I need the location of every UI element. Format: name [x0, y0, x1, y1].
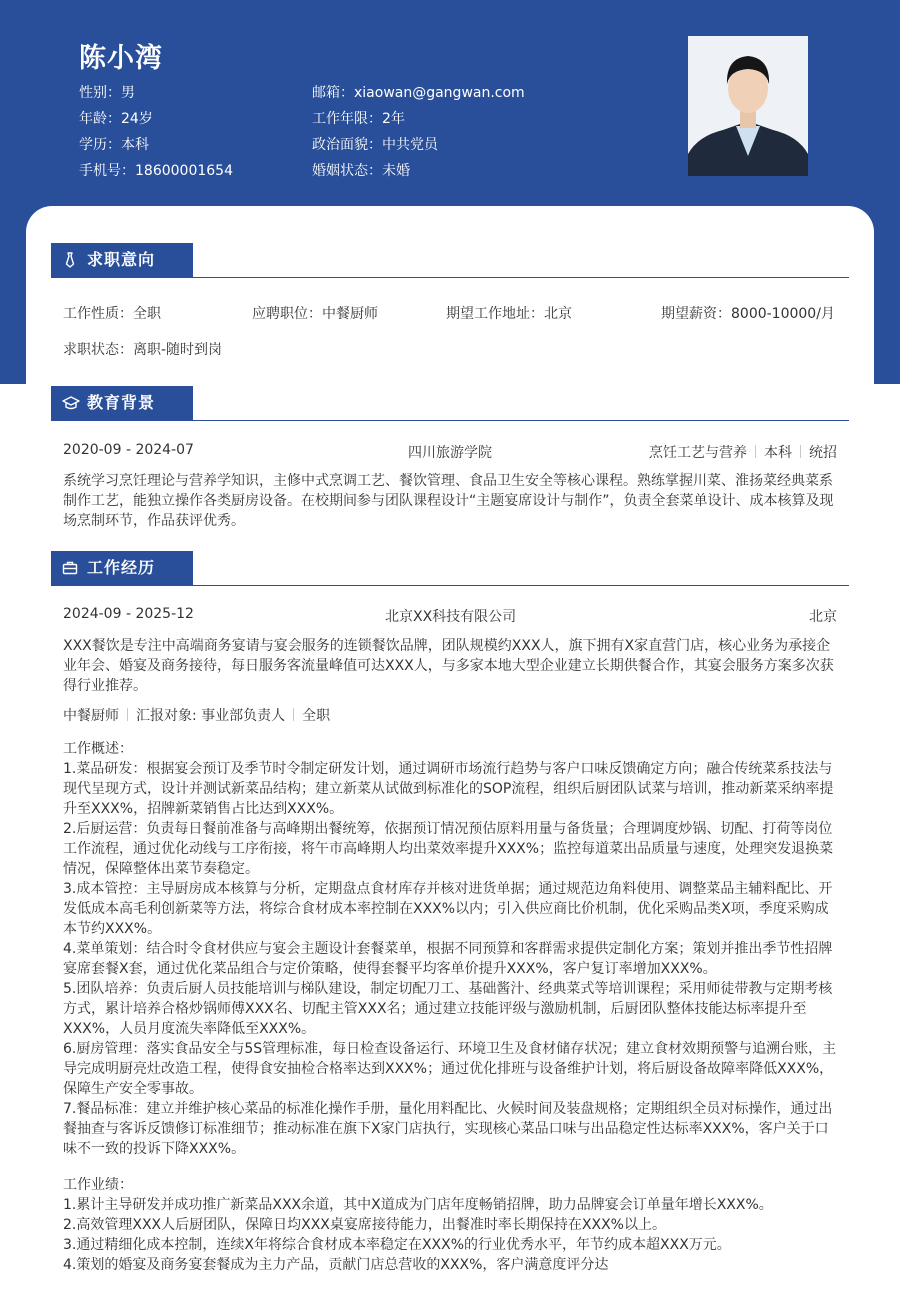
overview-line: 餐抽查与客诉反馈修订标准细节；推动标准在旗下X家门店执行，实现核心菜品口味与出品稳定性达标率XXX%，客户关于口	[63, 1121, 829, 1137]
candidate-name: 陈小湾	[79, 43, 163, 74]
work-achievements	[63, 1175, 839, 1275]
age: 年龄：24岁	[79, 111, 153, 127]
job-status	[63, 339, 222, 359]
education-level: 学历：本科	[79, 137, 149, 153]
job-salary-value: 8000-10000/月	[731, 306, 835, 322]
divider	[800, 445, 801, 458]
work-city: 北京	[809, 609, 837, 625]
email: 邮箱：xiaowan@gangwan.com	[312, 85, 525, 101]
company-name: 北京XX科技有限公司	[385, 609, 517, 625]
job-position-label: 应聘职位：	[252, 306, 322, 322]
overview-line: 4.菜单策划：结合时令食材供应与宴会主题设计套餐菜单，根据不同预算和客群需求提供定制化方案；策划并推出季节性招牌	[63, 941, 833, 957]
company-description: XXX餐饮是专注中高端商务宴请与宴会服务的连锁餐饮品牌，团队规模约XXX人，旗下拥有X家直营门店，核心业务为承接企业年会、婚宴及商务接待，每日服务客流量峰值可达XXX人，与多家本地大型企业建立长期供餐合作，其宴会服务方案多次获得行业推荐。	[63, 638, 834, 694]
study-mode: 统招	[809, 445, 837, 461]
work-overview	[63, 739, 839, 1159]
work-period: 2024-09 - 2025-12	[63, 606, 194, 622]
job-location-label: 期望工作地址：	[446, 306, 544, 322]
job-location	[446, 303, 572, 323]
achievement-line: 2.高效管理XXX人后厨团队，保障日均XXX桌宴席接待能力，出餐准时率长期保持在XXX%以上。	[63, 1217, 666, 1233]
gender: 性别：男	[79, 85, 135, 101]
job-status-label: 求职状态：	[63, 342, 133, 358]
overview-line: XXX%，人员月度流失率降低至XXX%。	[63, 1021, 316, 1037]
briefcase-icon	[62, 560, 78, 576]
section-job-intent-header	[51, 243, 849, 278]
overview-line: 升至XXX%，招牌新菜销售占比达到XXX%。	[63, 801, 344, 817]
overview-line: 情况，保障整体出菜节奏稳定。	[63, 861, 259, 877]
work-type: 全职	[302, 708, 331, 724]
role: 中餐厨师	[63, 708, 119, 724]
overview-line: 6.厨房管理：落实食品安全与5S管理标准，每日检查设备运行、环境卫生及食材储存状况；建立食材效期预警与追溯台账，主	[63, 1041, 837, 1057]
graduation-cap-icon	[62, 395, 80, 411]
job-type-label: 工作性质：	[63, 306, 133, 322]
job-position-value: 中餐厨师	[322, 306, 378, 322]
overview-line: 现代呈现方式，设计并测试新菜品结构；建立新菜从试做到标准化的SOP流程，组织后厨团队试菜与培训，推动新菜采纳率提	[63, 781, 834, 797]
overview-line: 5.团队培养：负责后厨人员技能培训与梯队建设，制定切配刀工、基础酱汁、经典菜式等培训课程；采用师徒带教与定期考核	[63, 981, 833, 997]
overview-line: 保障生产安全零事故。	[63, 1081, 203, 1097]
work-meta	[63, 705, 330, 725]
work-years: 工作年限：2年	[312, 111, 405, 127]
overview-line: 味不一致的投诉下降XXX%。	[63, 1141, 246, 1157]
section-education-header	[51, 386, 849, 421]
section-title: 教育背景	[87, 393, 156, 412]
job-salary-label: 期望薪资：	[661, 306, 731, 322]
report-to: 汇报对象: 事业部负责人	[136, 708, 286, 724]
overview-line: 本节约XXX%。	[63, 921, 162, 937]
education-meta	[649, 442, 837, 462]
section-title: 工作经历	[87, 558, 156, 577]
phone: 手机号：18600001654	[79, 163, 233, 179]
job-salary	[661, 303, 835, 323]
section-title: 求职意向	[87, 250, 156, 269]
job-type-value: 全职	[133, 306, 161, 322]
overview-line: 工作概述：	[63, 741, 133, 757]
tie-icon	[62, 252, 78, 268]
overview-line: 工作流程，通过优化动线与工序衔接，将午市高峰期人均出菜效率提升XXX%；监控每道菜出品质量与速度，处理突发退换菜	[63, 841, 834, 857]
job-location-value: 北京	[544, 306, 572, 322]
overview-line: 1.菜品研发：根据宴会预订及季节时令制定研发计划，通过调研市场流行趋势与客户口味反馈确定方向；融合传统菜系技法与	[63, 761, 833, 777]
overview-line: 2.后厨运营：负责每日餐前准备与高峰期出餐统筹，依据预订情况预估原料用量与备货量；合理调度炒锅、切配、打荷等岗位	[63, 821, 833, 837]
overview-line: 方式，累计培养合格炒锅师傅XXX名、切配主管XXX名；通过建立技能评级与激励机制，后厨团队整体技能达标率提升至	[63, 1001, 807, 1017]
divider	[293, 708, 294, 721]
major: 烹饪工艺与营养	[649, 445, 747, 461]
overview-line: 发低成本高毛利创新菜等方法，将综合食材成本率控制在XXX%以内；引入供应商比价机制，优化采购品类X项，季度采购成	[63, 901, 829, 917]
overview-line: 7.餐品标准：建立并维护核心菜品的标准化操作手册，量化用料配比、火候时间及装盘规格；定期组织全员对标操作，通过出	[63, 1101, 833, 1117]
achievement-line: 工作业绩：	[63, 1177, 133, 1193]
overview-line: 导完成明厨亮灶改造工程，使得食安抽检合格率达到XXX%；通过优化排班与设备维护计划，将后厨设备故障率降低XXX%，	[63, 1061, 834, 1077]
achievement-line: 1.累计主导研发并成功推广新菜品XXX余道，其中X道成为门店年度畅销招牌，助力品牌宴会订单量年增长XXX%。	[63, 1197, 773, 1213]
section-tab	[51, 386, 193, 420]
section-tab	[51, 243, 193, 277]
overview-line: 宴席套餐X套，通过优化菜品组合与定价策略，使得套餐平均客单价提升XXX%，客户复订率增加XXX%。	[63, 961, 717, 977]
profile-photo	[688, 36, 808, 176]
achievement-line: 4.策划的婚宴及商务宴套餐成为主力产品，贡献门店总营收的XXX%，客户满意度评分达	[63, 1257, 609, 1273]
job-position	[252, 303, 378, 323]
job-type	[63, 303, 161, 323]
achievement-line: 3.通过精细化成本控制，连续X年将综合食材成本率稳定在XXX%的行业优秀水平，年节约成本超XXX万元。	[63, 1237, 731, 1253]
school-name: 四川旅游学院	[408, 445, 492, 461]
political-status: 政治面貌：中共党员	[312, 137, 438, 153]
section-work-header	[51, 551, 849, 586]
section-tab	[51, 551, 193, 585]
marital-status: 婚姻状态：未婚	[312, 163, 410, 179]
divider	[755, 445, 756, 458]
job-status-value: 离职-随时到岗	[133, 342, 223, 358]
portrait-image	[688, 36, 808, 176]
education-description: 系统学习烹饪理论与营养学知识，主修中式烹调工艺、餐饮管理、食品卫生安全等核心课程。熟练掌握川菜、淮扬菜经典菜系制作工艺，能独立操作各类厨房设备。在校期间参与团队课程设计“主题宴席设计与制作”，负责全套菜单设计、成本核算及现场烹制环节，作品获评优秀。	[63, 473, 834, 529]
overview-line: 3.成本管控：主导厨房成本核算与分析，定期盘点食材库存并核对进货单据；通过规范边角料使用、调整菜品主辅料配比、开	[63, 881, 833, 897]
divider	[127, 708, 128, 721]
education-period: 2020-09 - 2024-07	[63, 442, 194, 458]
degree: 本科	[764, 445, 792, 461]
